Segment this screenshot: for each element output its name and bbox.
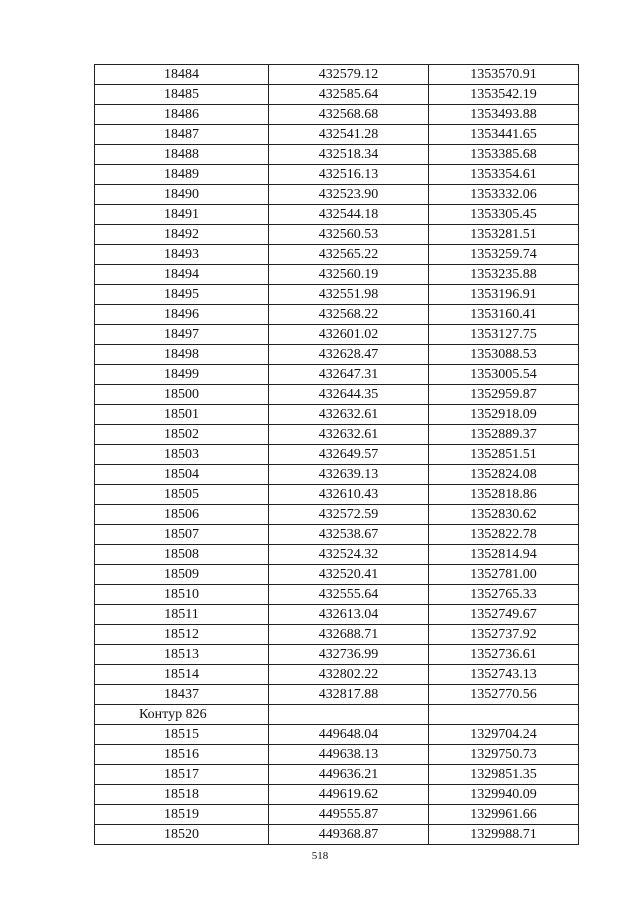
x-coordinate-cell: 449638.13: [269, 745, 429, 765]
point-number-cell: 18492: [95, 225, 269, 245]
page-number: 518: [311, 850, 329, 862]
table-row: [95, 425, 579, 445]
table-row: [95, 305, 579, 325]
table-row: [95, 545, 579, 565]
point-number-cell: 18509: [95, 565, 269, 585]
table-row: [95, 325, 579, 345]
y-coordinate-cell: 1353570.91: [429, 65, 579, 85]
x-coordinate-cell: 432632.61: [269, 405, 429, 425]
table-row: [95, 665, 579, 685]
table-row: [95, 505, 579, 525]
x-coordinate-cell: 432736.99: [269, 645, 429, 665]
x-coordinate-cell: 449619.62: [269, 785, 429, 805]
y-coordinate-cell: 1353005.54: [429, 365, 579, 385]
y-coordinate-cell: 1329988.71: [429, 825, 579, 845]
point-number-cell: 18512: [95, 625, 269, 645]
x-coordinate-cell: 432817.88: [269, 685, 429, 705]
y-coordinate-cell: 1352918.09: [429, 405, 579, 425]
table-row: [95, 485, 579, 505]
x-coordinate-cell: 449648.04: [269, 725, 429, 745]
y-coordinate-cell: 1352830.62: [429, 505, 579, 525]
x-coordinate-cell: 432647.31: [269, 365, 429, 385]
table-row: [95, 405, 579, 425]
point-number-cell: 18514: [95, 665, 269, 685]
table-row: [95, 765, 579, 785]
x-coordinate-cell: 432560.19: [269, 265, 429, 285]
y-coordinate-cell: 1329940.09: [429, 785, 579, 805]
point-number-cell: 18518: [95, 785, 269, 805]
y-coordinate-cell: [429, 705, 579, 725]
y-coordinate-cell: 1352851.51: [429, 445, 579, 465]
table-row: [95, 445, 579, 465]
x-coordinate-cell: 432572.59: [269, 505, 429, 525]
point-number-cell: 18520: [95, 825, 269, 845]
x-coordinate-cell: 432523.90: [269, 185, 429, 205]
x-coordinate-cell: 449368.87: [269, 825, 429, 845]
x-coordinate-cell: 432568.68: [269, 105, 429, 125]
point-number-cell: 18510: [95, 585, 269, 605]
x-coordinate-cell: 432688.71: [269, 625, 429, 645]
x-coordinate-cell: 432520.41: [269, 565, 429, 585]
point-number-cell: 18487: [95, 125, 269, 145]
point-number-cell: 18491: [95, 205, 269, 225]
x-coordinate-cell: 432649.57: [269, 445, 429, 465]
table-row: [95, 205, 579, 225]
x-coordinate-cell: 432644.35: [269, 385, 429, 405]
y-coordinate-cell: 1352749.67: [429, 605, 579, 625]
point-number-cell: 18499: [95, 365, 269, 385]
point-number-cell: 18508: [95, 545, 269, 565]
x-coordinate-cell: [269, 705, 429, 725]
point-number-cell: 18504: [95, 465, 269, 485]
point-number-cell: 18486: [95, 105, 269, 125]
x-coordinate-cell: 432560.53: [269, 225, 429, 245]
point-number-cell: 18495: [95, 285, 269, 305]
table-row: [95, 565, 579, 585]
table-row: [95, 345, 579, 365]
x-coordinate-cell: 432601.02: [269, 325, 429, 345]
y-coordinate-cell: 1352959.87: [429, 385, 579, 405]
y-coordinate-cell: 1329961.66: [429, 805, 579, 825]
point-number-cell: 18437: [95, 685, 269, 705]
table-row: [95, 785, 579, 805]
table-row: [95, 645, 579, 665]
y-coordinate-cell: 1352824.08: [429, 465, 579, 485]
x-coordinate-cell: 432516.13: [269, 165, 429, 185]
y-coordinate-cell: 1353354.61: [429, 165, 579, 185]
section-header-row: [95, 705, 579, 725]
point-number-cell: 18506: [95, 505, 269, 525]
x-coordinate-cell: 432585.64: [269, 85, 429, 105]
point-number-cell: 18498: [95, 345, 269, 365]
x-coordinate-cell: 432565.22: [269, 245, 429, 265]
point-number-cell: 18496: [95, 305, 269, 325]
y-coordinate-cell: 1353160.41: [429, 305, 579, 325]
table-row: [95, 165, 579, 185]
x-coordinate-cell: 432524.32: [269, 545, 429, 565]
point-number-cell: 18493: [95, 245, 269, 265]
y-coordinate-cell: 1352818.86: [429, 485, 579, 505]
x-coordinate-cell: 432639.13: [269, 465, 429, 485]
y-coordinate-cell: 1352765.33: [429, 585, 579, 605]
x-coordinate-cell: 449636.21: [269, 765, 429, 785]
x-coordinate-cell: 432544.18: [269, 205, 429, 225]
x-coordinate-cell: 432568.22: [269, 305, 429, 325]
table-row: [95, 125, 579, 145]
point-number-cell: Контур 826: [95, 705, 269, 725]
point-number-cell: 18489: [95, 165, 269, 185]
point-number-cell: 18490: [95, 185, 269, 205]
point-number-cell: 18517: [95, 765, 269, 785]
point-number-cell: 18513: [95, 645, 269, 665]
point-number-cell: 18484: [95, 65, 269, 85]
y-coordinate-cell: 1352781.00: [429, 565, 579, 585]
y-coordinate-cell: 1329750.73: [429, 745, 579, 765]
point-number-cell: 18485: [95, 85, 269, 105]
table-row: [95, 385, 579, 405]
point-number-cell: 18507: [95, 525, 269, 545]
table-row: [95, 585, 579, 605]
table-body: [95, 65, 579, 845]
table-row: [95, 825, 579, 845]
table-row: [95, 525, 579, 545]
x-coordinate-cell: 432541.28: [269, 125, 429, 145]
y-coordinate-cell: 1352736.61: [429, 645, 579, 665]
y-coordinate-cell: 1329704.24: [429, 725, 579, 745]
y-coordinate-cell: 1352814.94: [429, 545, 579, 565]
table-row: [95, 185, 579, 205]
x-coordinate-cell: 432579.12: [269, 65, 429, 85]
point-number-cell: 18515: [95, 725, 269, 745]
x-coordinate-cell: 432518.34: [269, 145, 429, 165]
y-coordinate-cell: 1353332.06: [429, 185, 579, 205]
y-coordinate-cell: 1352889.37: [429, 425, 579, 445]
point-number-cell: 18519: [95, 805, 269, 825]
x-coordinate-cell: 449555.87: [269, 805, 429, 825]
point-number-cell: 18503: [95, 445, 269, 465]
point-number-cell: 18501: [95, 405, 269, 425]
table-row: [95, 285, 579, 305]
table-row: [95, 745, 579, 765]
y-coordinate-cell: 1352737.92: [429, 625, 579, 645]
x-coordinate-cell: 432802.22: [269, 665, 429, 685]
coordinates-table: [94, 64, 579, 845]
table-row: [95, 725, 579, 745]
table-row: [95, 225, 579, 245]
x-coordinate-cell: 432632.61: [269, 425, 429, 445]
y-coordinate-cell: 1352770.56: [429, 685, 579, 705]
table-row: [95, 625, 579, 645]
table-row: [95, 105, 579, 125]
x-coordinate-cell: 432538.67: [269, 525, 429, 545]
y-coordinate-cell: 1353196.91: [429, 285, 579, 305]
point-number-cell: 18516: [95, 745, 269, 765]
y-coordinate-cell: 1353493.88: [429, 105, 579, 125]
point-number-cell: 18505: [95, 485, 269, 505]
point-number-cell: 18502: [95, 425, 269, 445]
point-number-cell: 18511: [95, 605, 269, 625]
y-coordinate-cell: 1353441.65: [429, 125, 579, 145]
table-row: [95, 65, 579, 85]
table-row: [95, 365, 579, 385]
point-number-cell: 18497: [95, 325, 269, 345]
table-row: [95, 605, 579, 625]
table-row: [95, 265, 579, 285]
table-row: [95, 805, 579, 825]
y-coordinate-cell: 1353127.75: [429, 325, 579, 345]
y-coordinate-cell: 1353385.68: [429, 145, 579, 165]
x-coordinate-cell: 432551.98: [269, 285, 429, 305]
y-coordinate-cell: 1353305.45: [429, 205, 579, 225]
y-coordinate-cell: 1353088.53: [429, 345, 579, 365]
y-coordinate-cell: 1353259.74: [429, 245, 579, 265]
y-coordinate-cell: 1353235.88: [429, 265, 579, 285]
table-row: [95, 685, 579, 705]
table-row: [95, 85, 579, 105]
point-number-cell: 18488: [95, 145, 269, 165]
table-row: [95, 245, 579, 265]
y-coordinate-cell: 1352822.78: [429, 525, 579, 545]
y-coordinate-cell: 1329851.35: [429, 765, 579, 785]
point-number-cell: 18494: [95, 265, 269, 285]
y-coordinate-cell: 1352743.13: [429, 665, 579, 685]
x-coordinate-cell: 432613.04: [269, 605, 429, 625]
point-number-cell: 18500: [95, 385, 269, 405]
x-coordinate-cell: 432628.47: [269, 345, 429, 365]
x-coordinate-cell: 432610.43: [269, 485, 429, 505]
y-coordinate-cell: 1353281.51: [429, 225, 579, 245]
table-row: [95, 465, 579, 485]
x-coordinate-cell: 432555.64: [269, 585, 429, 605]
table-row: [95, 145, 579, 165]
y-coordinate-cell: 1353542.19: [429, 85, 579, 105]
